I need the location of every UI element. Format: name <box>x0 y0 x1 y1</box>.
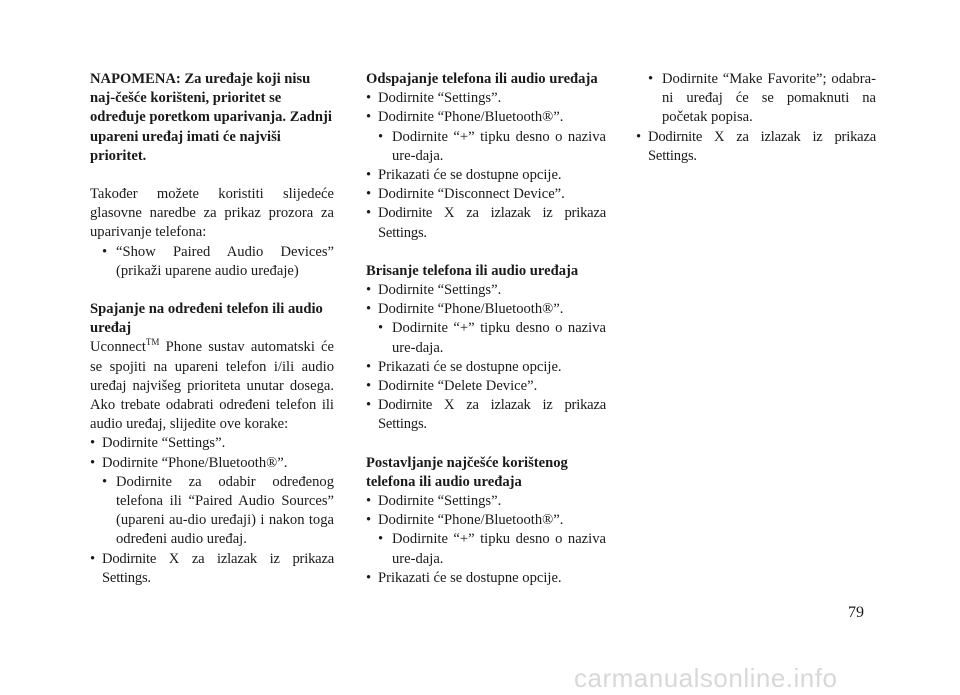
note-paragraph: NAPOMENA: Za uređaje koji nisu naj-češće korišteni, prioritet se određuje poretkom uparivanja. Zadnji upareni uređaj imati će najviši prioritet. <box>90 71 332 164</box>
delete-section <box>366 262 606 435</box>
disconnect-section <box>366 70 606 243</box>
favorite-steps <box>366 492 606 588</box>
list-item: • Dodirnite X za izlazak iz prikaza Settings. <box>366 204 606 242</box>
list-item: • Dodirnite za odabir određenog telefona ili “Paired Audio Sources” (upareni au-dio uređaji) i nakon toga određeni audio uređaj. <box>90 473 334 550</box>
delete-steps <box>366 281 606 435</box>
column-left <box>90 70 334 607</box>
list-item: • “Show Paired Audio Devices” (prikaži uparene audio uređaje) <box>90 243 334 281</box>
list-item: • Prikazati će se dostupne opcije. <box>366 166 606 185</box>
list-item: • Prikazati će se dostupne opcije. <box>366 569 606 588</box>
list-item: • Dodirnite “+” tipku desno o naziva ure-daja. <box>366 319 606 357</box>
voice-list <box>90 243 334 281</box>
delete-heading: Brisanje telefona ili audio uređaja <box>366 262 579 279</box>
list-item: • Dodirnite X za izlazak iz prikaza Settings. <box>636 128 876 166</box>
connect-section <box>90 300 334 588</box>
list-item: • Dodirnite “Settings”. <box>366 492 606 511</box>
list-item: • Dodirnite “Delete Device”. <box>366 377 606 396</box>
watermark: carmanualsonline.info <box>574 663 838 693</box>
connect-intro <box>90 338 334 434</box>
trademark-mark: TM <box>145 337 160 348</box>
voice-commands-section <box>90 185 334 281</box>
favorite-section <box>366 454 606 588</box>
list-item: • Dodirnite “Phone/Bluetooth®”. <box>366 108 606 127</box>
list-item: • Dodirnite “+” tipku desno o naziva ure-daja. <box>366 530 606 568</box>
connect-heading: Spajanje na određeni telefon ili audio uređaj <box>90 301 323 337</box>
list-item: • Dodirnite “Disconnect Device”. <box>366 185 606 204</box>
column-right <box>636 70 876 166</box>
list-item: • Dodirnite “+” tipku desno o naziva ure-daja. <box>366 128 606 166</box>
list-item: • Dodirnite “Phone/Bluetooth®”. <box>366 511 606 530</box>
voice-intro: Također možete koristiti slijedeće glasovne naredbe za prikaz prozora za uparivanje telefona: <box>90 186 334 241</box>
connect-intro-text: Phone sustav automatski će se spojiti na upareni telefon i/ili audio uređaj najvišeg prioriteta unutar dosega. Ako trebate odabrati određeni telefon ili audio uređaj, slijedite ove korake: <box>90 339 334 433</box>
favorite-heading: Postavljanje najčešće korištenog telefona ili audio uređaja <box>366 454 568 490</box>
list-item: • Dodirnite “Phone/Bluetooth®”. <box>366 300 606 319</box>
list-item: • Dodirnite X za izlazak iz prikaza Settings. <box>90 550 334 588</box>
list-item: • Prikazati će se dostupne opcije. <box>366 358 606 377</box>
favorite-steps-continued <box>636 70 876 166</box>
brand-name: Uconnect <box>90 339 146 356</box>
connect-steps <box>90 434 334 588</box>
list-item: • Dodirnite “Phone/Bluetooth®”. <box>90 454 334 473</box>
list-item: • Dodirnite “Make Favorite”; odabra-ni uređaj će se pomaknuti na početak popisa. <box>636 70 876 128</box>
disconnect-steps <box>366 89 606 243</box>
page-number: 79 <box>848 604 864 621</box>
list-item: • Dodirnite “Settings”. <box>90 434 334 453</box>
disconnect-heading: Odspajanje telefona ili audio uređaja <box>366 71 598 87</box>
column-middle <box>366 70 606 607</box>
list-item: • Dodirnite X za izlazak iz prikaza Settings. <box>366 396 606 434</box>
list-item: • Dodirnite “Settings”. <box>366 281 606 300</box>
list-item: • Dodirnite “Settings”. <box>366 89 606 108</box>
